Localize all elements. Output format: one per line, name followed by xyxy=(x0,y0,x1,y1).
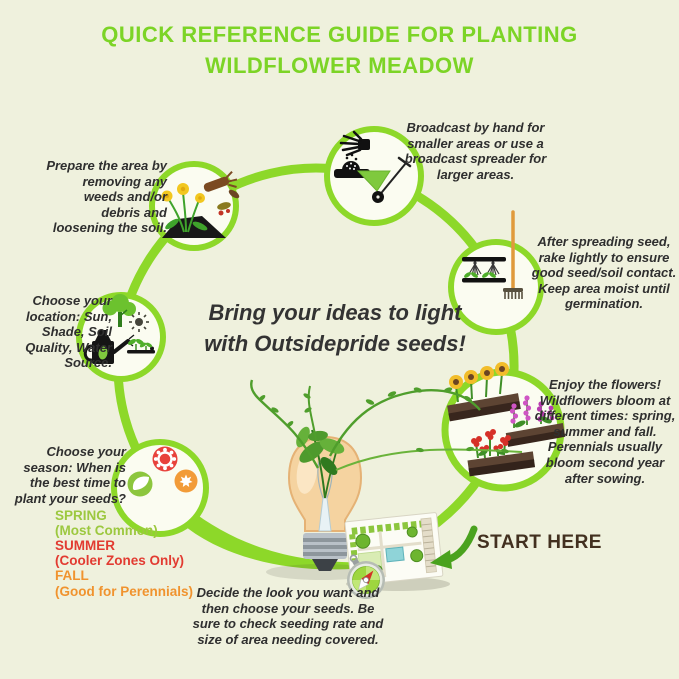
page-title: QUICK REFERENCE GUIDE FOR PLANTING WILDFLOWER MEADOW xyxy=(101,22,578,78)
step-text-decide: Decide the look you want and then choose your seeds. Be sure to check seeding rate and size of area needing covered. xyxy=(192,585,384,647)
season-summer-label: SUMMER xyxy=(55,538,115,554)
step-text-broadcast: Broadcast by hand for smaller areas or use a broadcast spreader for larger areas. xyxy=(404,120,547,182)
step-text-location: Choose your location: Sun, Shade, Soil Quality, Water Source. xyxy=(25,293,112,371)
season-options xyxy=(55,508,193,599)
step-text-rake: After spreading seed, rake lightly to ensure good seed/soil contact. Keep area moist until germination. xyxy=(531,234,677,312)
step-text-prepare: Prepare the area by removing any weeds and/or debris and loosening the soil. xyxy=(46,158,167,236)
step-text-season-intro: Choose your season: When is the best time to plant your seeds? xyxy=(14,444,126,506)
start-here-label: START HERE xyxy=(477,532,602,553)
season-fall-label: FALL xyxy=(55,568,89,584)
season-summer-note: (Cooler Zones Only) xyxy=(55,553,185,569)
center-message: Bring your ideas to light with Outsidepride seeds! xyxy=(204,300,466,356)
season-fall-note: (Good for Perennials) xyxy=(55,583,194,599)
season-spring-label: SPRING xyxy=(55,508,107,523)
season-spring-note: (Most Common) xyxy=(55,523,158,539)
step-text-enjoy: Enjoy the flowers! Wildflowers bloom at different times: spring, summer and fall. Perennials usually bloom second year after sowing. xyxy=(534,377,676,486)
